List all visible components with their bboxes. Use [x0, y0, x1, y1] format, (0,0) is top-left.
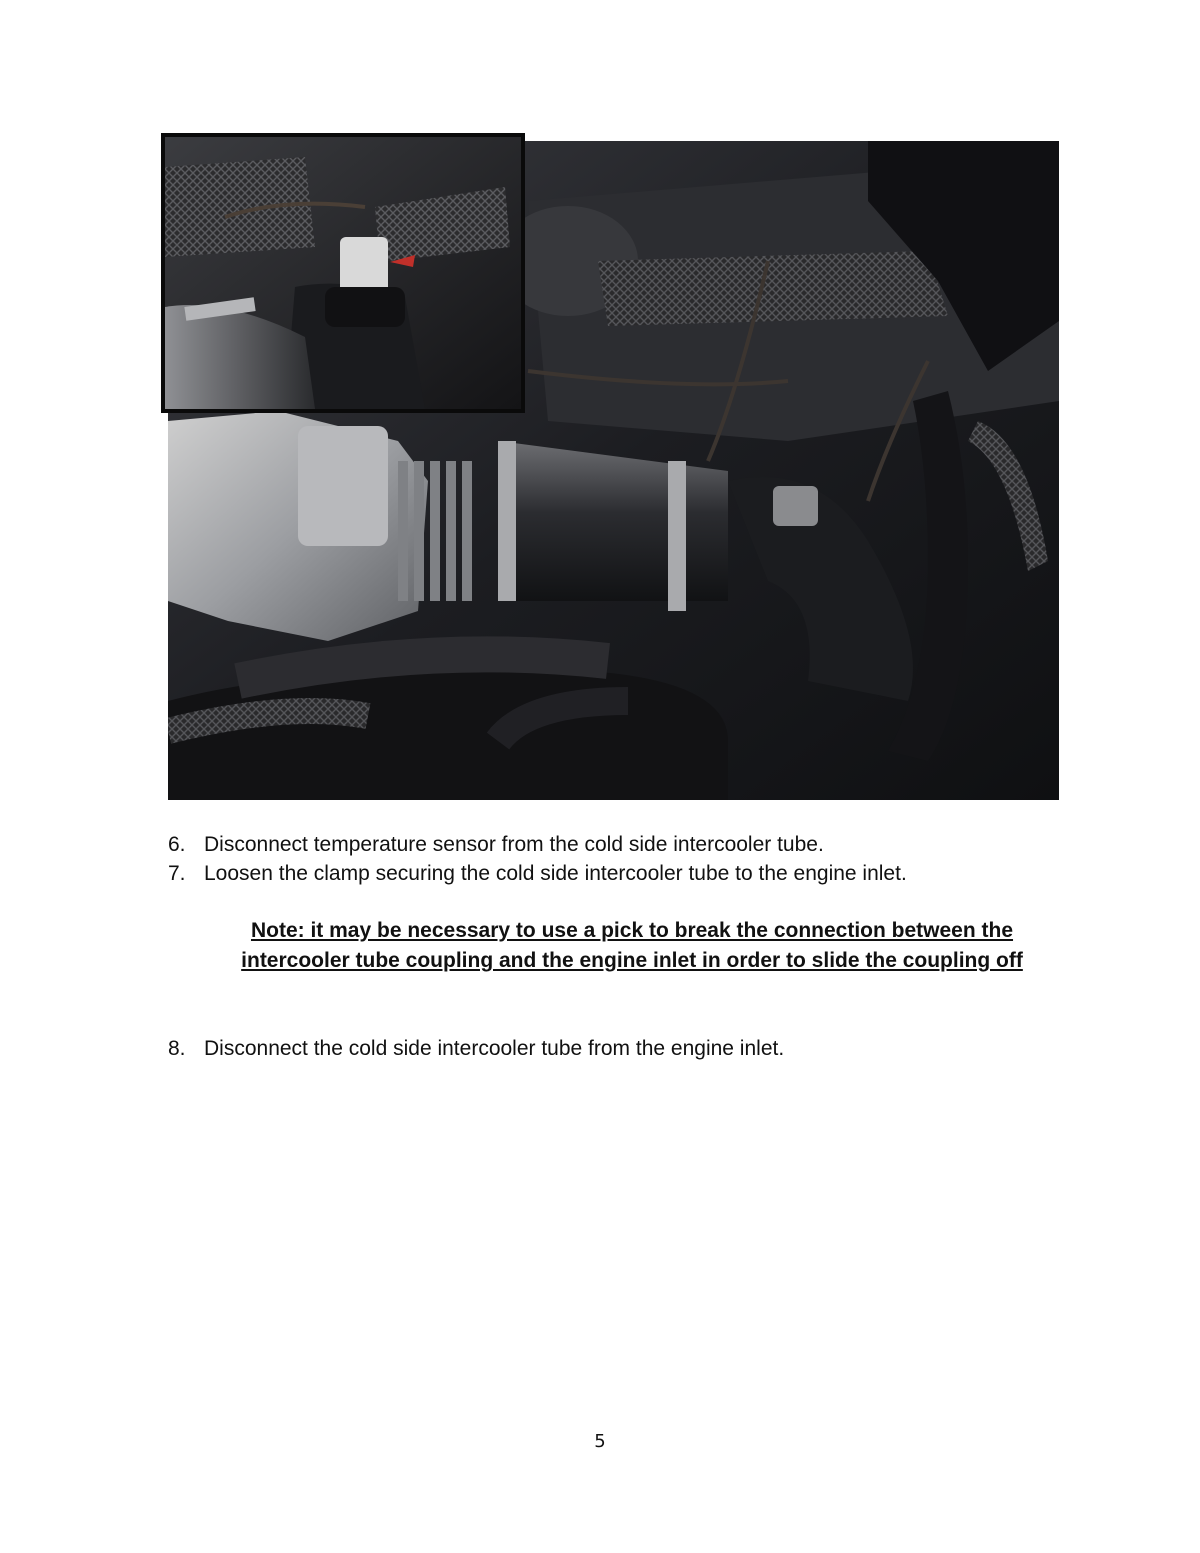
instruction-list	[168, 830, 1068, 888]
temperature-sensor-closeup-photo	[161, 133, 525, 413]
step-number: 6.	[168, 833, 186, 856]
step-text: Disconnect temperature sensor from the cold side intercooler tube.	[204, 833, 824, 856]
step-text: Loosen the clamp securing the cold side intercooler tube to the engine inlet.	[204, 862, 907, 885]
note-text: Note: it may be necessary to use a pick to break the connection between the intercooler tube coupling and the engine inlet in order to slide the coupling off	[241, 919, 1023, 972]
step-7	[168, 859, 1068, 888]
page-number: 5	[594, 1431, 606, 1452]
step-6	[168, 830, 1068, 859]
step-8	[168, 1034, 1068, 1063]
step-text: Disconnect the cold side intercooler tube from the engine inlet.	[204, 1037, 785, 1060]
step-number: 7.	[168, 862, 186, 885]
step-number: 8.	[168, 1037, 186, 1060]
